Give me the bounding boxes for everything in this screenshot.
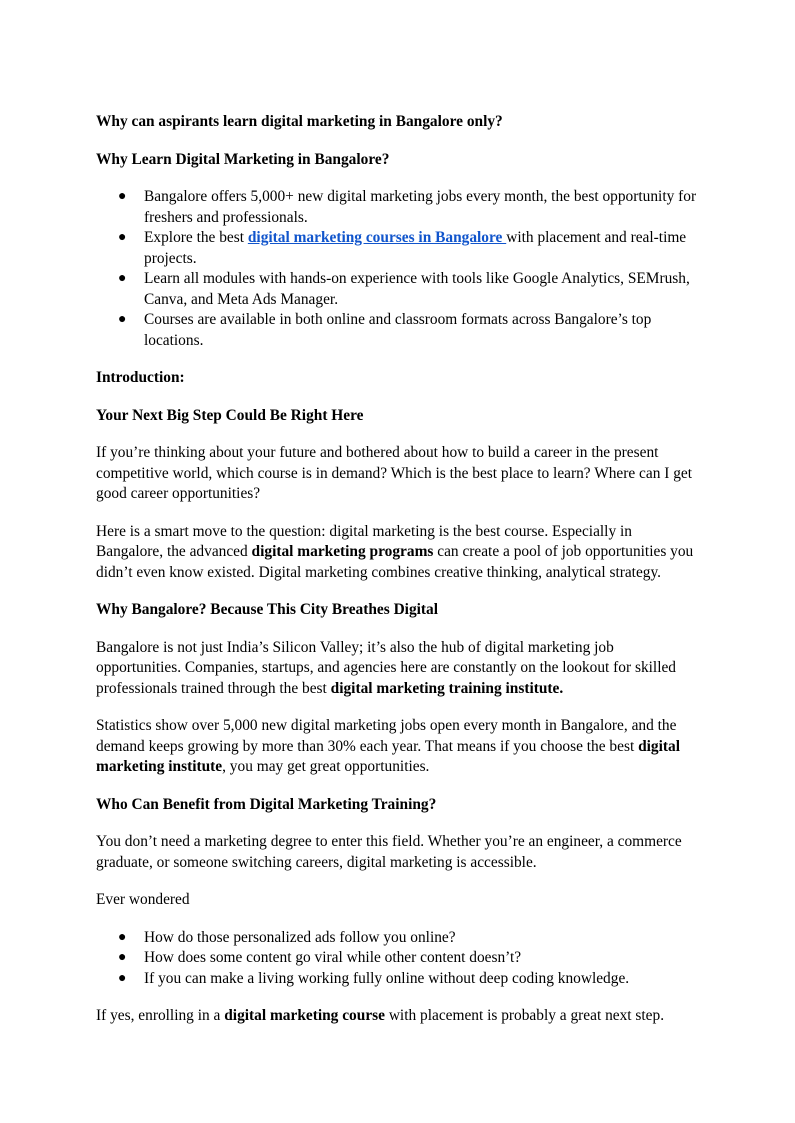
list-item (96, 269, 698, 310)
paragraph-text: Bangalore is not just India’s Silicon Valley; it’s also the hub of digital marketing job opportunities. Companies, startups, and agencies here are constantly on the lookout for skilled professionals trained through the best (96, 638, 677, 697)
introduction-heading: Introduction: (96, 369, 185, 386)
who-can-benefit-heading: Who Can Benefit from Digital Marketing Training? (96, 795, 437, 813)
why-learn-list (96, 187, 698, 351)
next-step-heading: Your Next Big Step Could Be Right Here (96, 406, 364, 424)
list-item-text: How does some content go viral while other content doesn’t? (144, 949, 522, 966)
list-item (96, 310, 698, 351)
bold-text: digital marketing course (224, 1007, 385, 1024)
paragraph-ever-wondered: Ever wondered (96, 891, 190, 908)
list-item (96, 969, 698, 990)
bullet-icon: ● (118, 230, 127, 245)
list-item (96, 928, 698, 949)
bullet-icon: ● (118, 189, 127, 204)
paragraph-future: If you’re thinking about your future and bothered about how to build a career in the present competitive world, which course is in demand? Which is the best place to learn? Where can I get good career opportunities? (96, 444, 693, 502)
why-learn-heading: Why Learn Digital Marketing in Bangalore? (96, 150, 390, 168)
document-page (96, 112, 698, 1044)
bold-text: digital marketing training institute. (330, 679, 564, 697)
paragraph-closing (96, 1006, 698, 1027)
paragraph-text: can create a pool of job opportunities you didn’t even know existed. Digital marketing combines creative thinking, analytical strategy. (96, 543, 694, 581)
bold-text: digital marketing institute (96, 737, 680, 775)
paragraph-text: with placement is probably a great next step. (384, 1007, 665, 1024)
paragraph-silicon-valley (96, 638, 698, 700)
questions-list (96, 928, 698, 990)
list-item-text: Explore the best (144, 229, 248, 246)
bullet-icon: ● (118, 950, 127, 965)
bold-text: digital marketing programs (251, 543, 434, 560)
document-title: Why can aspirants learn digital marketing in Bangalore only? (96, 113, 503, 130)
list-item (96, 228, 698, 269)
list-item-text: How do those personalized ads follow you online? (144, 928, 456, 946)
courses-in-bangalore-link[interactable]: digital marketing courses in Bangalore (247, 229, 507, 246)
list-item (96, 948, 698, 969)
list-item-text: Courses are available in both online and classroom formats across Bangalore’s top locations. (144, 311, 652, 349)
paragraph-statistics (96, 716, 698, 778)
paragraph-no-degree: You don’t need a marketing degree to enter this field. Whether you’re an engineer, a commerce graduate, or someone switching careers, digital marketing is accessible. (96, 833, 682, 871)
list-item-text: Bangalore offers 5,000+ new digital marketing jobs every month, the best opportunity for freshers and professionals. (144, 188, 697, 226)
list-item-text: Learn all modules with hands-on experience with tools like Google Analytics, SEMrush, Canva, and Meta Ads Manager. (144, 270, 690, 308)
paragraph-text: Statistics show over 5,000 new digital marketing jobs open every month in Bangalore, and the demand keeps growing by more than 30% each year. That means if you choose the best (96, 717, 677, 755)
list-item-text: If you can make a living working fully online without deep coding knowledge. (144, 969, 630, 987)
paragraph-text: If yes, enrolling in a (96, 1007, 225, 1024)
bullet-icon: ● (118, 929, 127, 945)
bullet-icon: ● (118, 271, 127, 286)
paragraph-text: , you may get great opportunities. (222, 758, 430, 775)
list-item (96, 187, 698, 228)
list-item-text: with placement and real-time projects. (144, 229, 687, 267)
paragraph-text: Here is a smart move to the question: digital marketing is the best course. Especially in Bangalore, the advanced (96, 522, 632, 560)
bullet-icon: ● (118, 312, 127, 327)
paragraph-smart-move (96, 522, 698, 584)
bullet-icon: ● (118, 970, 127, 986)
why-bangalore-heading: Why Bangalore? Because This City Breathes Digital (96, 601, 439, 618)
